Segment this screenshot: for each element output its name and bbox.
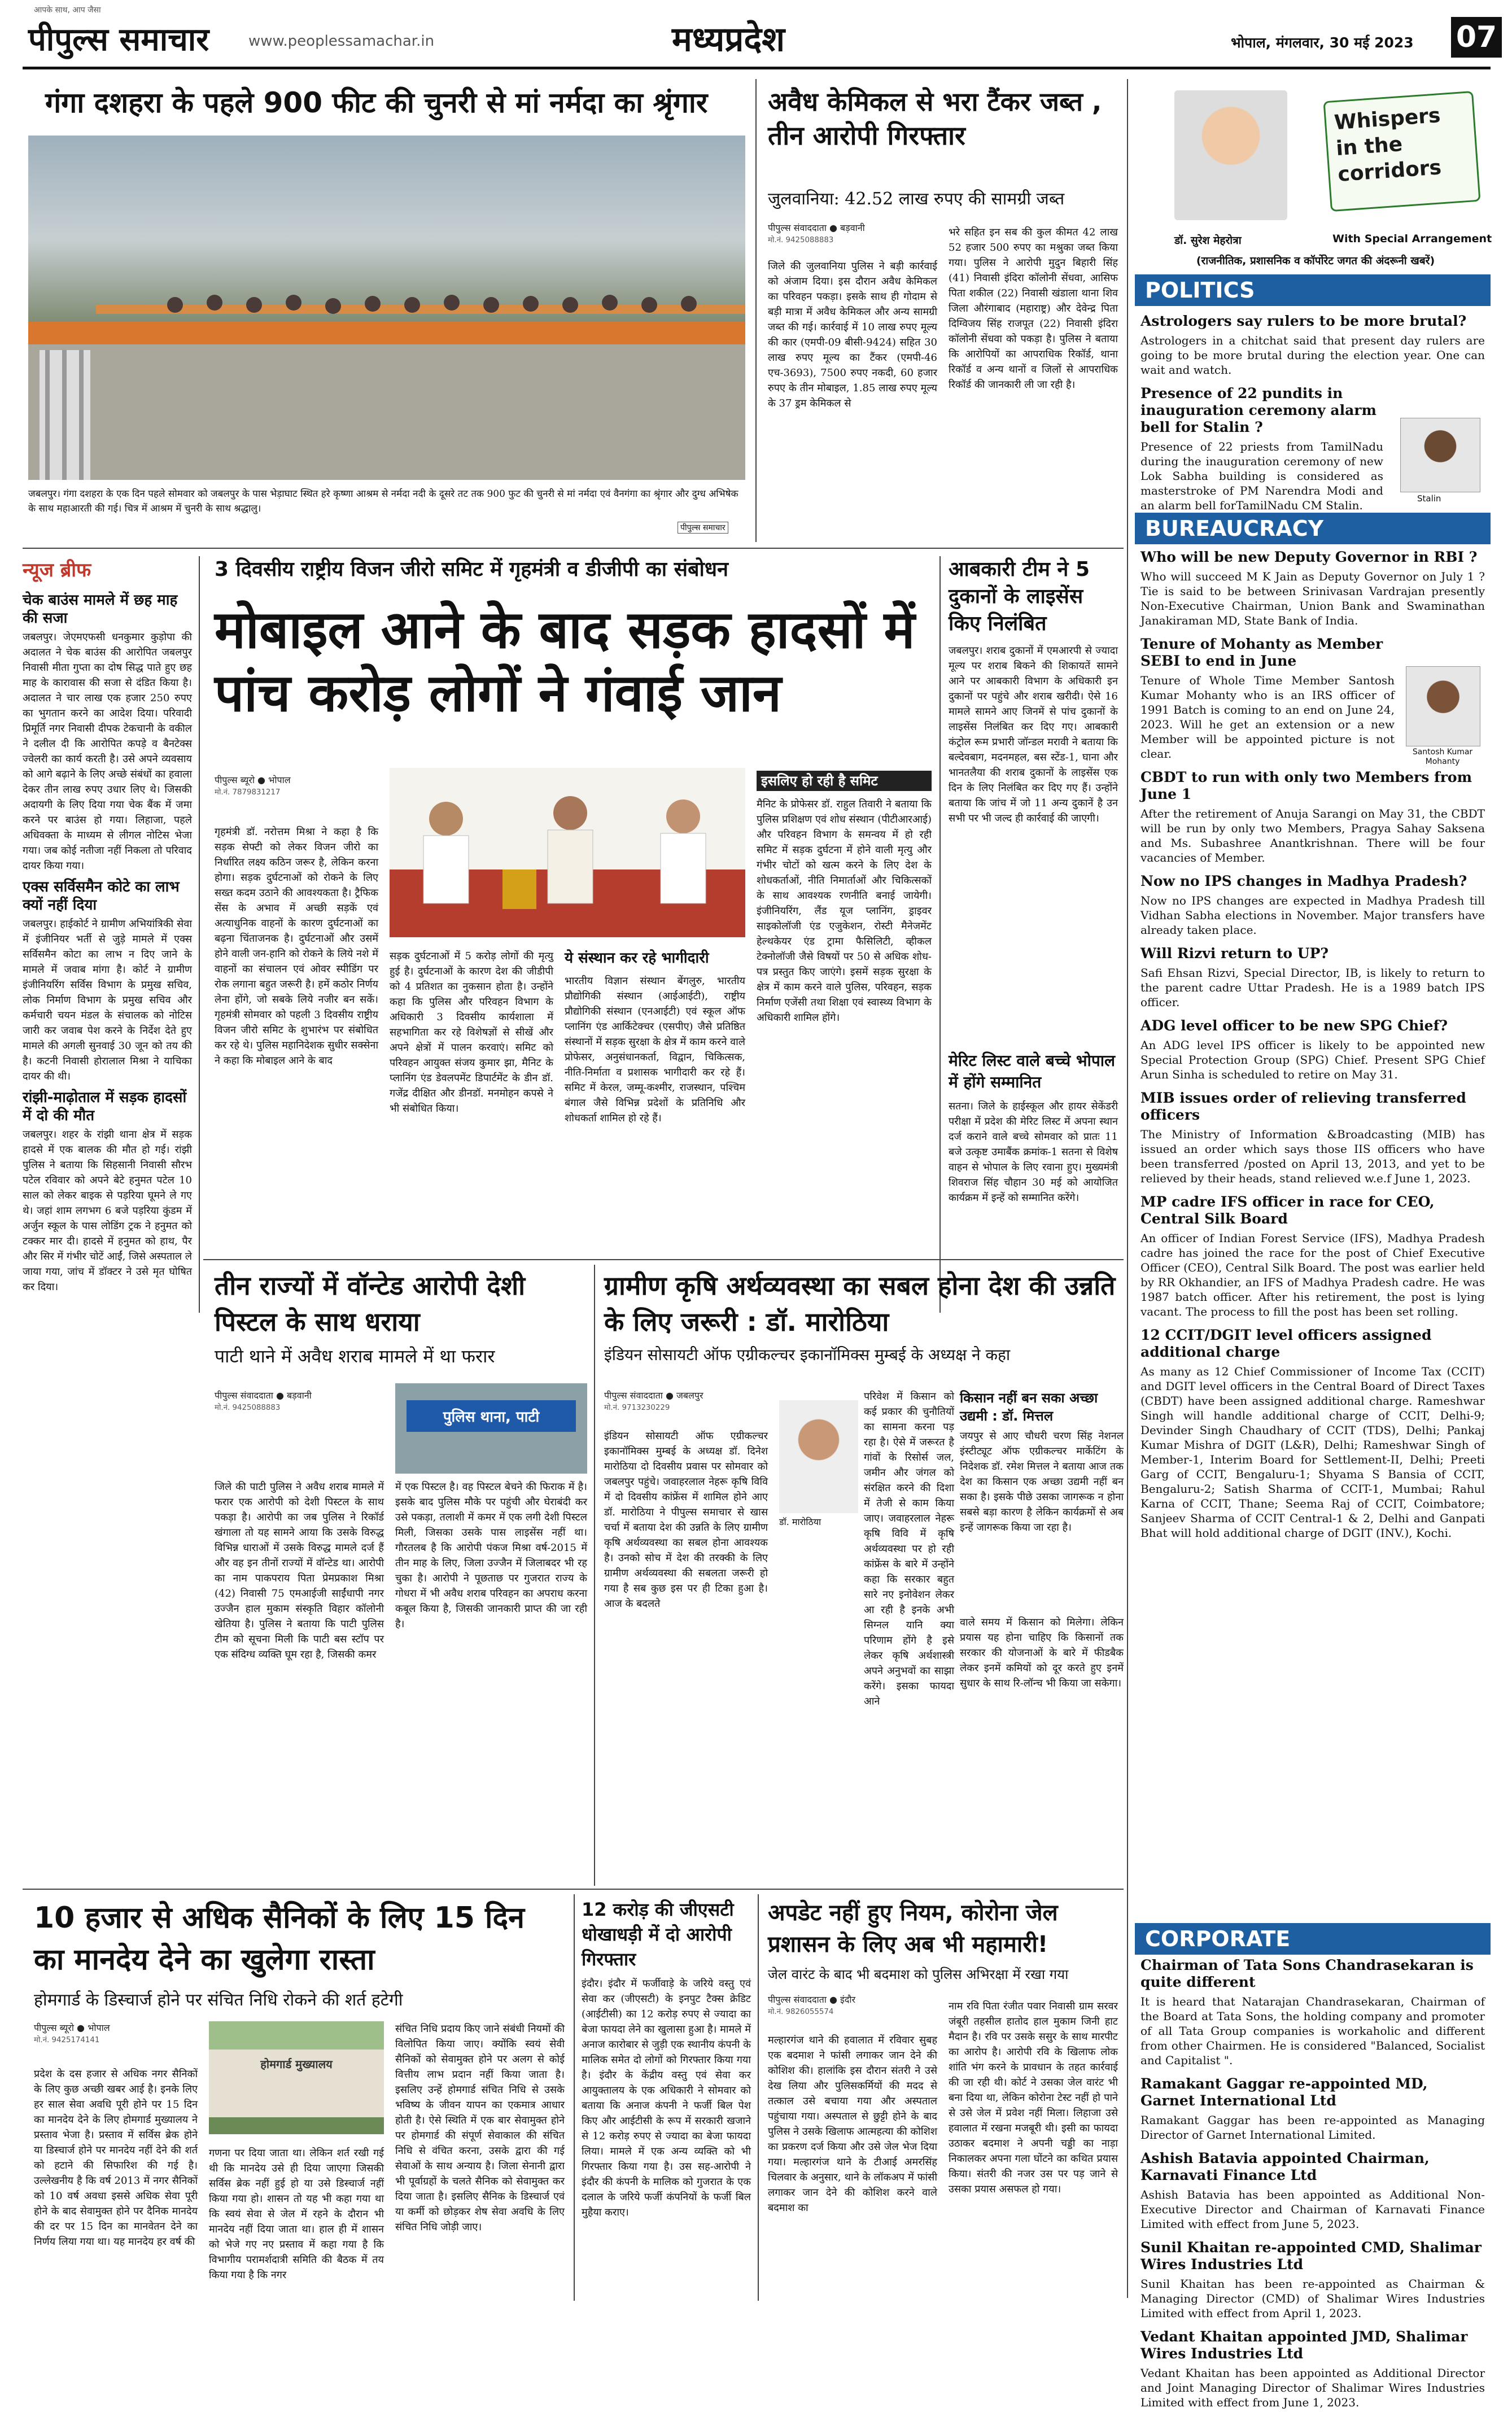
tanker-col-1: जिले की जुलवानिया पुलिस ने बड़ी कार्रवाई को अंजाम दिया। इस दौरान अवैध केमिकल का परिवहन पकड़ा। इसके साथ ही गोदाम से बड़ी मात्रा में अवैध केमिकल और अन्य सामग्री जब्त की गई। कार्रवाई में 10 लाख रुपए मूल्य की कार (एमपी-09 बीसी-9424) सहित 30 लाख रुपए मूल्य का टैंकर (एमपी-46 एच-3693), 7500 रुपए नकदी, 60 हजार रुपए के तीन मोबाइल, 1.85 लाख रुपए मूल्य के 37 ड्रम केमिकल से	[768, 260, 937, 409]
brief-item-headline: एक्स सर्विसमैन कोटे का लाभ क्यों नहीं दिया	[23, 879, 180, 914]
corporate-item-headline: Chairman of Tata Sons Chandrasekaran is quite different	[1140, 1957, 1474, 1990]
corporate-item-body: Vedant Khaitan has been appointed as Additional Director and Joint Managing Director of Shalimar Wires Industries Limited with effect from June 1, 2023.	[1140, 2366, 1485, 2409]
vision-byline-place: भोपाल	[268, 775, 291, 785]
summit-dignitaries-photo	[390, 768, 745, 937]
brief-item	[23, 591, 192, 873]
vision-byline-name: पीपुल्स ब्यूरो	[215, 775, 255, 785]
bureaucracy-item-body: Who will succeed M K Jain as Deputy Governor on July 1 ? Tie is said to be between Srinivasan Vardrajan presently Non-Executive Chairman, Union Bank and Swaminathan Janakiraman MD, State Bank of India.	[1140, 570, 1485, 627]
bureaucracy-item-headline: MP cadre IFS officer in race for CEO, Central Silk Board	[1140, 1194, 1435, 1227]
narmada-chunri-photo	[28, 136, 745, 480]
divider	[1127, 79, 1128, 2298]
jail-col-1: मल्हारगंज थाने की हवालात में रविवार सुबह एक बदमाश ने फांसी लगाकर जान देने की कोशिश की। हालांकि इस दौरान संतरी ने उसे देख लिया और पुलिसकर्मियों की मदद से तत्काल उसे बचाया गया और अस्पताल पहुंचाया गया। अस्पताल से छुट्टी होने के बाद पुलिस ने उसके खिलाफ आत्महत्या की कोशिश का प्रकरण दर्ज किया और उसे जेल भेज दिया गया। मल्हारगंज थाने के टीआई अमरसिंह चिलवार के अनुसार, थाने के लॉकअप में फांसी लगाकर जान देने की कोशिश करने वाले बदमाश का	[768, 2034, 937, 2214]
brief-item	[23, 878, 192, 1084]
paper-name: पीपुल्स समाचार	[28, 21, 209, 58]
jail-byline: पीपुल्स संवाददाता ● इंदौर मो.नं. 9826055574	[768, 1994, 856, 2016]
masthead-rule	[23, 67, 1491, 69]
police-station-photo	[395, 1383, 587, 1474]
corporate-item-headline: Vedant Khaitan appointed JMD, Shalimar Wires Industries Ltd	[1140, 2328, 1468, 2362]
corporate-item-headline: Ramakant Gaggar re-appointed MD, Garnet International Ltd	[1140, 2075, 1428, 2109]
divider	[758, 1894, 759, 2301]
bureaucracy-item-headline: Who will be new Deputy Governor in RBI ?	[1140, 549, 1478, 565]
jail-subhead: जेल वारंट के बाद भी बदमाश को पुलिस अभिरक्षा में रखा गया	[768, 1967, 1069, 1982]
bureaucracy-item-body: The Ministry of Information &Broadcasting (MIB) has issued an order which says those IIS officers who have been transferred /posted on April 13, 2013, and yet to be relieved by their heads, stand relieved w.e.f June 1, 2023.	[1140, 1128, 1485, 1185]
tanker-byline: पीपुल्स संवाददाता ● बड़वानी मो.नं. 9425088883	[768, 222, 865, 244]
whispers-author: डॉ. सुरेश मेहरोत्रा	[1174, 234, 1242, 247]
agri-subhead: इंडियन सोसायटी ऑफ एग्रीकल्चर इकानॉमिक्स मुम्बई के अध्यक्ष ने कहा	[604, 1345, 1011, 1364]
vision-photo	[390, 768, 745, 937]
bureaucracy-item	[1140, 769, 1485, 865]
why-summit-heading: इसलिए हो रही है समिट	[757, 771, 932, 791]
tanker-subhead: जुलवानिया: 42.52 लाख रुपए की सामग्री जब्त	[768, 189, 1065, 209]
pistol-subhead: पाटी थाने में अवैध शराब मामले में था फरार	[215, 1345, 495, 1367]
news-brief	[23, 556, 192, 1894]
corporate-list	[1140, 1949, 1485, 2412]
homeguard-col-1: प्रदेश के दस हजार से अधिक नगर सैनिकों के लिए कुछ अच्छी खबर आई है। इनके लिए हर साल सेवा अवधि पूरी होने पर 15 दिन का मानदेय देने के लिए होमगार्ड मुख्यालय ने प्रस्ताव भेजा है। प्रस्ताव में सर्विस ब्रेक होने या डिस्चार्ज होने पर मानदेय नहीं देने की शर्त को हटाने की सिफारिश की गई है। उल्लेखनीय है कि वर्ष 2013 में नगर सैनिकों को 10 वर्ष अवधा इससे अधिक सेवा पूरी होने के बाद सेवामुक्त होने पर दैनिक मानदेय की दर पर 15 दिन का मानवेतन देने का निर्णय लिया गया था। यह मानदेय हर वर्ष की	[34, 2068, 198, 2248]
mittal-box	[960, 1389, 1124, 1615]
why-summit-box	[757, 771, 932, 1288]
bureaucracy-item-body: After the retirement of Anuja Sarangi on May 31, the CBDT will be run by only two Members, Pragya Sahay Saksena and Ms. Subashree Anantkrishnan. There will be four vacancies of Member.	[1140, 807, 1485, 864]
divider	[23, 548, 1124, 549]
politics-item-body: Astrologers in a chitchat said that present day rulers are going to be more brutal during the election year. One can wait and watch.	[1140, 334, 1485, 377]
partners-body: भारतीय विज्ञान संस्थान बेंगलुरु, भारतीय प्रौद्योगिकी संस्थान (आईआईटी), राष्ट्रीय प्रौद्योगिकी संस्थान (एनआईटी) एवं स्कूल ऑफ प्लानिंग एंड आर्किटेक्चर (एसपीए) जैसे प्रतिष्ठित संस्थानों में सड़क सुरक्षा के क्षेत्र में काम करने वाले प्रोफेसर, अनुसंधानकर्ता, विद्वान, चिकित्सक, नीति-निर्माता व प्रशासक भागीदारी कर रहे हैं। समिट में केरल, जम्मू-कश्मीर, राजस्थान, पश्चिम बंगाल जैसे विभिन्न प्रदेशों के प्रतिनिधि और शोधकर्ता शामिल हो रहे हैं।	[565, 975, 745, 1124]
merit-story	[949, 1050, 1118, 1302]
gst-headline: 12 करोड़ की जीएसटी धोखाधड़ी में दो आरोपी गिरफ्तार	[582, 1899, 734, 1970]
politics-item-headline: Astrologers say rulers to be more brutal?	[1140, 313, 1467, 329]
mittal-box-body: जयपुर से आए चौधरी चरण सिंह नेशनल इंस्टीट्यूट ऑफ एग्रीकल्चर मार्केटिंग के निदेशक डॉ. रमेश मित्तल ने बताया आज तक देश का किसान एक अच्छा उद्यमी नहीं बन सका है। इसके पीछे उसका जागरूक न होना सबसे बड़ा कारण है लेकिन कार्यक्रमों से अब इन्हें जागरूक किया जा रहा है।	[960, 1430, 1124, 1533]
jail-byline-place: इंदौर	[840, 1994, 856, 2005]
merit-body: सतना। जिले के हाईस्कूल और हायर सेकेंडरी परीक्षा में प्रदेश की मेरिट लिस्ट में अपना स्थान दर्ज कराने वाले बच्चे सोमवार को प्रातः 11 बजे उत्कृष्ट उमाबैंक क्रमांक-1 सतना से विशेष वाहन से भोपाल के लिए रवाना हुए। मुख्यमंत्री शिवराज सिंह चौहान 30 मई को आयोजित कार्यक्रम में इन्हें को सम्मानित करेंगे।	[949, 1100, 1118, 1204]
lead-headline: गंगा दशहरा के पहले 900 फीट की चुनरी से मां नर्मदा का श्रृंगार	[45, 86, 708, 119]
section-name: मध्यप्रदेश	[672, 20, 785, 59]
homeguard-headline: 10 हजार से अधिक सैनिकों के लिए 15 दिन का मानदेय देने का खुलेगा रास्ता	[34, 1901, 525, 1977]
divider	[939, 556, 941, 1313]
divider	[199, 556, 200, 1313]
lead-photo	[28, 136, 745, 480]
corporate-item-body: It is heard that Natarajan Chandrasekaran, Chairman of the Board at Tata Sons, the holding company and promoter of all Tata Group companies is workaholic and different from other Chairmen. He is considered "Balanced, Socialist and Capitalist ".	[1140, 1995, 1485, 2067]
corporate-header: CORPORATE	[1135, 1923, 1491, 1955]
partners-box	[565, 949, 745, 1290]
brief-item-body: जबलपुर। शहर के रांझी थाना क्षेत्र में सड़क हादसे में एक बालक की मौत हो गई। रांझी पुलिस ने बताया कि सिहसानी निवासी सौरभ पटेल रविवार को अपने बेटे हनुमत पटेल 10 साल को लेकर बाइक से पड़रिया घूमने ले गए थे। जहां शाम लगभग 6 बजे पड़रिया कुंडम में अर्जुन स्कूल के पास लोडिंग ट्रक ने हनुमत को टक्कर मार दी। हादसे में हनुमत को हाथ, पैर और सिर में गंभीर चोटें आईं, जिसे अस्पताल ले जाया गया, जांच में डॉक्टर ने उसे मृत घोषित कर दिया।	[23, 1129, 192, 1293]
jail-byline-mobile: मो.नं. 9826055574	[768, 2008, 834, 2016]
agri-col-3: वाले समय में किसान को मिलेगा। लेकिन प्रयास यह होना चाहिए कि किसानों तक सरकार की योजनाओं के बारे में फीडबैक लेकर इनमें कमियों को दूर करते हुए इनमें सुधार के साथ रि-लॉन्च भी किया जा सकेगा।	[960, 1616, 1124, 1689]
divider	[594, 1265, 595, 1886]
corporate-item	[1140, 2328, 1485, 2410]
whispers-logo	[1323, 91, 1480, 212]
whispers-title: Whispers in the corridors	[1333, 104, 1443, 186]
whispers-arrangement: With Special Arrangement	[1332, 233, 1492, 245]
lead-photo-credit: पीपुल्स समाचार	[678, 522, 728, 534]
pistol-headline: तीन राज्यों में वॉन्टेड आरोपी देशी पिस्टल के साथ धराया	[215, 1270, 526, 1337]
brief-item-body: जबलपुर। जेएमएफसी धनकुमार कुड़ोपा की अदालत ने चेक बाउंस की आरोपित जबलपुर निवासी मीता गुप्ता का दोष सिद्ध पाते हुए छह माह के कारावास की सजा से दंडित किया है। अदालत ने चार लाख एक हजार 250 रुपए का भुगतान करने का आदेश दिया। परिवादी प्रिमूर्ति नगर निवासी दीपक टेकचानी के वकील ने दलील दी कि आरोपित कपड़े व बैनटेक्स ज्वेलरी का कार्य करती है। उसे अपने व्यवसाय को आगे बढ़ाने के लिए अच्छे संबंधों का हवाला देकर तीन लाख रुपए उधार लिए थे। जिसकी अदायगी के लिए दिया गया चेक बैंक में जमा करने पर बाउंस हो गया। लिहाजा, पहले अधिवक्ता के माध्यम से लीगल नोटिस भेजा गया। जब कोई नतीजा नहीं निकला तो परिवाद दायर किया गया।	[23, 631, 192, 872]
bureaucracy-item	[1140, 1194, 1485, 1319]
corporate-item-headline: Sunil Khaitan re-appointed CMD, Shalimar Wires Industries Ltd	[1140, 2239, 1482, 2273]
agri-byline-place: जबलपुर	[676, 1390, 703, 1401]
homeguard-subhead: होमगार्ड के डिस्चार्ज होने पर संचित निधि रोकने की शर्त हटेगी	[34, 1990, 403, 2010]
police-station-sign: पुलिस थाना, पाटी	[407, 1400, 576, 1432]
homeguard-byline: पीपुल्स ब्यूरो ● भोपाल मो.नं. 9425174141	[34, 2022, 110, 2044]
brief-item	[23, 1089, 192, 1295]
agri-byline-name: पीपुल्स संवाददाता	[604, 1390, 663, 1401]
bureaucracy-item	[1140, 636, 1395, 761]
pistol-col-2: में एक पिस्टल है। वह पिस्टल बेचने की फिराक में है। इसके बाद पुलिस मौके पर पहुंची और घेराबंदी कर उसे पकड़ा, तलाशी में कमर में एक लगी देशी पिस्टल मिली, जिसका उसके पास लाइसेंस नहीं था। गौरतलब है कि आरोपी पंकज मिश्रा वर्ष-2015 में तीन माह के लिए, जिला उज्जैन में जिलाबदर भी रह चुका है। आरोपी ने पूछताछ पर गुजरात राज्य के गोधरा में भी अवैध शराब परिवहन का अपराध करना कबूल किया है, जिसकी जानकारी प्राप्त की जा रही है।	[395, 1481, 587, 1630]
bureaucracy-item-headline: 12 CCIT/DGIT level officers assigned additional charge	[1140, 1327, 1432, 1360]
pistol-byline-mobile: मो.नं. 9425088883	[215, 1404, 281, 1412]
stalin-photo	[1400, 418, 1480, 492]
why-summit-body: मैनिट के प्रोफेसर डॉ. राहुल तिवारी ने बताया कि पुलिस प्रशिक्षण एवं शोध संस्थान (पीटीआरआई) और परिवहन विभाग के समन्वय में हो रही समिट में सड़क दुर्घटना में होने वाली मृत्यु और गंभीर चोटों को खत्म करने के लिए देश के शोधकर्ताओं, नीति निमार्ताओं और चिकित्सकों के साथ आवश्यक रणनीति बनाई जायेगी। इंजीनियरिंग, लैंड यूज प्लानिंग, ड्राइवर साइकोलॉजी एंड एजुकेशन, रोस्टी मैनेजमेंट हेल्थकेयर एंड ट्रामा फैसिलिटी, व्हीकल टेक्नोलॉजी जैसे विषयों पर 50 से अधिक शोध-पत्र प्रस्तुत किए जाएंगे। इसमें सड़क सुरक्षा के क्षेत्र में काम करने वाले पुलिस, परिवहन, सड़क निर्माण एजेंसी तथा शिक्षा एवं स्वास्थ्य विभाग के अधिकारी शामिल होंगे।	[757, 798, 932, 1024]
tanker-byline-mobile: मो.नं. 9425088883	[768, 236, 834, 244]
author-photo	[1174, 90, 1287, 220]
excise-story	[949, 556, 1118, 1050]
gst-story	[582, 1897, 751, 2287]
homeguard-building-photo	[209, 2021, 384, 2134]
homeguard-col-2: गणना पर दिया जाता था। लेकिन शर्त रखी गई थी कि मानदेय उसे ही दिया जाएगा जिसकी सर्विस ब्रेक नहीं हुई हो या उसे डिस्चार्ज नहीं किया गया हो। शासन तो यह भी कहा गया था कि स्वयं सेवा से जेल में रहने के दौरान भी मानदेय नहीं दिया जाता था। हाल ही में शासन को भेजे गए नए प्रस्ताव में कहा गया है कि विभागीय परामर्शदात्री समिति की बैठक में तय किया गया है कि नगर	[209, 2147, 384, 2281]
whispers-tagline: (राजनीतिक, प्रशासनिक व कॉर्पोरेट जगत की अंदरूनी खबरें)	[1196, 255, 1435, 267]
corporate-item-body: Ramakant Gaggar has been re-appointed as Managing Director of Garnet International Limited.	[1140, 2113, 1485, 2142]
maroothia-label: डॉ. मारोठिया	[779, 1517, 821, 1527]
bureaucracy-item-body: An ADG level IPS officer is likely to be appointed new Special Protection Group (SPG) Chief. Present SPG Chief Arun Sinha is scheduled to retire on May 31.	[1140, 1038, 1485, 1081]
bureaucracy-item-headline: ADG level officer to be new SPG Chief?	[1140, 1017, 1448, 1034]
excise-body: जबलपुर। शराब दुकानों में एमआरपी से ज्यादा मूल्य पर शराब बिकने की शिकायतें सामने आने पर आबकारी विभाग के अधिकारी इन दुकानों पर पहुंचे और शराब खरीदी। ऐसे 16 मामले सामने आए जिनमें से पांच दुकानों के लाइसेंस निलंबित कर दिए गए। आबकारी कंट्रोल रूम प्रभारी जॉन्डल मरावी ने बताया कि बल्देवबाग, मदनमहल, बस स्टेंड-1, घाना और भानतलैया की शराब दुकानों के लाइसेंस एक दिन के लिए निलंबित कर दिए गए हैं। उन्होंने बताया कि जांच में जो 11 अन्य दुकानें है उन सभी पर भी जल्द ही कार्रवाई की जाएगी।	[949, 645, 1118, 824]
bureaucracy-item	[1140, 1327, 1485, 1540]
agri-col-1: इंडियन सोसायटी ऑफ एग्रीकल्चर इकानॉमिक्स मुम्बई के अध्यक्ष डॉ. दिनेश मारोठिया दो दिवसीय प्रवास पर सोमवार को जबलपुर पहुंचे। जवाहरलाल नेहरू कृषि विवि में दो दिवसीय कांफ्रेंस में शामिल होने आए डॉ. मारोठिया ने पीपुल्स समाचार से खास चर्चा में बताया देश की उन्नति के लिए ग्रामीण कृषि अर्थव्यवस्था का सबल होना आवश्यक है। उनको सोच में देश की तरक्की के लिए ग्रामीण अर्थव्यवस्था की सबलता जरूरी हो गया है सब कुछ इस पर ही टिका हुआ है। आज के बदलते	[604, 1430, 768, 1610]
divider	[203, 1259, 1124, 1260]
merit-headline: मेरिट लिस्ट वाले बच्चे भोपाल में होंगे सम्मानित	[949, 1051, 1115, 1091]
maroothia-photo	[779, 1400, 858, 1513]
lead-caption: जबलपुर। गंगा दशहरा के एक दिन पहले सोमवार को जबलपुर के पास भेड़ाघाट स्थित हरे कृष्णा आश्रम से नर्मदा नदी के दूसरे तट तक 900 फुट की चुनरी से मां नर्मदा एवं वैनगंगा का श्रृंगार और दुग्ध अभिषेक के साथ महाआरती की गई। चित्र में आश्रम में चुनरी के साथ श्रद्धालु।	[28, 488, 738, 514]
vision-byline-mobile: मो.नं. 7879831217	[215, 788, 281, 797]
bureaucracy-item	[1140, 1090, 1485, 1186]
excise-headline: आबकारी टीम ने 5 दुकानों के लाइसेंस किए निलंबित	[949, 558, 1090, 635]
corporate-item	[1140, 1957, 1485, 2068]
page-number: 07	[1451, 17, 1502, 58]
bureaucracy-item-body: Now no IPS changes are expected in Madhya Pradesh till Vidhan Sabha elections in November. Major transfers have already taken place.	[1140, 894, 1485, 937]
homeguard-byline-place: भोपाल	[88, 2022, 110, 2033]
vision-col-1: गृहमंत्री डॉ. नरोत्तम मिश्रा ने कहा है कि सड़क सेफ्टी को लेकर विजन जीरो का निर्धारित लक्ष्य कठिन जरूर है, लेकिन करना होगा। सड़क दुर्घटनाओं को रोकने के लिए सख्त कदम उठाने की आवश्यकता है। ट्रैफिक सेंस के अभाव में अच्छी सड़कें एवं अत्याधुनिक वाहनों के कारण दुर्घटनाओं का बढ़ना चिंताजनक है। दुर्घटनाओं और उसमें होने वाली जन-हानि को रोकने के लिये नशे में वाहनों का संचालन एवं ओवर स्पीडिंग पर रोक लगाना बहुत जरूरी है। हमें कठोर निर्णय लेना होंगे, जो सबके लिये नजीर बन सकें। गृहमंत्री सोमवार को पहली 3 दिवसीय राष्ट्रीय विजन जीरो समिट के शुभारंभ पर संबोधित कर रहे थे। पुलिस महानिदेशक सुधीर सक्सेना ने कहा कि मोबाइल आने के बाद	[215, 826, 378, 1067]
corporate-item-body: Sunil Khaitan has been re-appointed as Chairman & Managing Director (CMD) of Shalimar Wires Industries Limited with effect from April 1, 2023.	[1140, 2277, 1485, 2320]
vision-headline: मोबाइल आने के बाद सड़क हादसों में पांच करोड़ लोगों ने गंवाई जान	[215, 600, 915, 723]
bureaucracy-item-headline: CBDT to run with only two Members from June 1	[1140, 769, 1472, 802]
brief-item-headline: चेक बाउंस मामले में छह माह की सजा	[23, 592, 178, 627]
pistol-byline: पीपुल्स संवाददाता ● बड़वानी मो.नं. 9425088883	[215, 1390, 312, 1412]
divider	[574, 1894, 575, 2301]
bureaucracy-item-headline: Now no IPS changes in Madhya Pradesh?	[1140, 873, 1467, 889]
vision-kicker: 3 दिवसीय राष्ट्रीय विजन जीरो समिट में गृहमंत्री व डीजीपी का संबोधन	[215, 558, 728, 581]
bureaucracy-item-body: As many as 12 Chief Commissioner of Income Tax (CCIT) and DGIT level officers in the Central Board of Direct Taxes (CBDT) have been assigned additional charge. Rameshwar Singh will handle additional charge of CCIT, Delhi-9; Devinder Singh Chaudhary of CCIT (TDS), Delhi; Pankaj Kumar Mishra of DGIT (L&R), Delhi; Rameshwar Singh of Member-1, Interim Board for Settlement-II, Delhi; Preeti Garg of CCIT, Bengaluru-1; Shyama S Bansia of CCIT, Bengaluru-2; Satish Sharma of CCIT-1, Mumbai; Rahul Karna of CCIT, Thane; Seema Raj of CCIT, Coimbatore; Sanjeev Sharma of CCIT Central-1 & 2, Delhi and Ganpati Bhat will hold additional charge of DGIT (INV.), Kochi.	[1140, 1365, 1485, 1540]
agri-headline: ग्रामीण कृषि अर्थव्यवस्था का सबल होना देश की उन्नति के लिए जरूरी : डॉ. मारोठिया	[604, 1270, 1116, 1337]
corporate-item-headline: Ashish Batavia appointed Chairman, Karnavati Finance Ltd	[1140, 2150, 1430, 2183]
jail-headline: अपडेट नहीं हुए नियम, कोरोना जेल प्रशासन के लिए अब भी महामारी!	[768, 1900, 1058, 1957]
bureaucracy-item-body: Tenure of Whole Time Member Santosh Kumar Mohanty who is an IRS officer of 1991 Batch is coming to an end on June 24, 2023. Will he get an extension or a new Member will be appointed picture is not clear.	[1140, 674, 1395, 761]
gst-body: इंदौर। इंदौर में फर्जीवाड़े के जरिये वस्तु एवं सेवा कर (जीएसटी) के इनपुट टैक्स क्रेडिट (आईटीसी) का 12 करोड़ रुपए से ज्यादा का बेजा फायदा लेने का खुलासा हुआ है। मामले में अनाज कारोबार से जुड़ी एक स्थानीय कंपनी के मालिक समेत दो लोगों को गिरफ्तार किया गया है। इंदौर के केंद्रीय वस्तु एवं सेवा कर आयुक्तालय के एक अधिकारी ने सोमवार को बताया कि अनाज कंपनी ने फर्जी बिल पेश किए और आईटीसी के रूप में सरकारी खजाने से 12 करोड़ रुपए से ज्यादा का बेजा फायदा लिया। मामले में एक अन्य व्यक्ति को भी गिरफ्तार किया गया है। उस सह-आरोपी ने इंदौर की कंपनी के मालिक को गुजरात के एक दलाल के जरिये फर्जी कंपनियों के फर्जी बिल मुहैया कराए।	[582, 1978, 751, 2218]
whispers-column	[1135, 85, 1496, 2409]
news-brief-label: न्यूज ब्रीफ	[23, 559, 91, 582]
partners-heading: ये संस्थान कर रहे भागीदारी	[565, 950, 709, 967]
tanker-col-2: भरे सहित इन सब की कुल कीमत 42 लाख 52 हजार 500 रुपए का मश्रुका जब्त किया गया। पुलिस ने आरोपी मुदुन बिहारी सिंह (41) निवासी इंदिरा कॉलोनी सेंधवा, आसिफ पिता शकील (22) निवासी खंडाला थाना शिव जिला औरंगाबाद (महाराष्ट्र) और देवेन्द्र पिता दिग्विजय सिंह राजपूत (22) निवासी इंदिरा कॉलोनी सेंधवा को पकड़ा है। पुलिस ने बताया कि आरोपियों का आपराधिक रिकॉर्ड, थाना रिकॉर्ड व अन्य थानों व जिलों से आपराधिक रिकॉर्ड की जानकारी ली जा रही है।	[949, 226, 1118, 391]
jail-byline-name: पीपुल्स संवाददाता	[768, 1994, 827, 2005]
brief-item-headline: रांझी-माढ़ोताल में सड़क हादसों में दो की मौत	[23, 1089, 187, 1124]
jail-col-2: नाम रवि पिता रंजीत पवार निवासी ग्राम सरवर जंबूरी तहसील हातोद हाल मुकाम जिनी हाट मैदान है। रवि पर उसके ससुर के साथ मारपीट का आरोप है। आरोपी रवि के खिलाफ लोक शांति भंग करने के प्रावधान के तहत कार्रवाई की जा रही थी। कोर्ट ने उसका जेल वारंट भी बना दिया था, लेकिन कोरोना टेस्ट नहीं हो पाने से उसे जेल में प्रवेश नहीं मिला। लिहाजा उसे हवालात में रखना मजबूरी थी। इसी का फायदा उठाकर बदमाश ने अपनी चड्डी का नाड़ा निकालकर अपना गला घोंटने का कथित प्रयास किया। संतरी की नजर उस पर पड़ जाने से उसका प्रयास असफल हो गया।	[949, 2000, 1118, 2195]
agri-byline-mobile: मो.नं. 9713230229	[604, 1404, 670, 1412]
corporate-item-body: Ashish Batavia has been appointed as Additional Non-Executive Director and Chairman of Karnavati Finance Limited with effect from June 5, 2023.	[1140, 2188, 1485, 2231]
mittal-box-heading: किसान नहीं बन सका अच्छा उद्यमी : डॉ. मित्तल	[960, 1390, 1098, 1424]
bureaucracy-item-headline: Tenure of Mohanty as Member SEBI to end in June	[1140, 636, 1383, 669]
mohanty-photo	[1406, 666, 1480, 746]
homeguard-building-label: होमगार्ड मुख्यालय	[260, 2057, 333, 2071]
politics-item	[1140, 385, 1383, 513]
homeguard-col-3: संचित निधि प्रदाय किए जाने संबंधी नियमों की विलोपित किया जाए। क्योंकि स्वयं सेवी सैनिकों को सेवामुक्त होने पर अलग से कोई वित्तीय लाभ प्रदान नहीं किया जाता है। इसलिए उन्हें होमगार्ड संचित निधि से उसके भविष्य के जीवन यापन का एकमात्र आधार होती है। ऐसे स्थिति में एक बार सेवामुक्त होने पर होमगार्ड की संपूर्ण सेवाकाल की संचित निधि से वंचित करना, उसके द्वारा की गई सेवाओं के साथ अन्याय है। जिला सेनानी द्वारा भी पूर्वाग्रहों के चलते सैनिक को सेवामुक्त कर दिया जाता है। इसलिए सैनिक के डिस्चार्ज एवं या कर्मी को छोड़कर शेष सेवा अवधि के लिए संचित निधि जोड़ी जाए।	[395, 2023, 565, 2233]
bureaucracy-item-headline: Will Rizvi return to UP?	[1140, 945, 1329, 962]
bureaucracy-item	[1140, 873, 1485, 937]
masthead	[0, 0, 1512, 68]
homeguard-byline-mobile: मो.नं. 9425174141	[34, 2036, 100, 2044]
bureaucracy-header: BUREAUCRACY	[1135, 513, 1491, 544]
homeguard-byline-name: पीपुल्स ब्यूरो	[34, 2022, 74, 2033]
politics-item-headline: Presence of 22 pundits in inauguration ceremony alarm bell for Stalin ?	[1140, 385, 1376, 435]
dateline: भोपाल, मंगलवार, 30 मई 2023	[1231, 34, 1414, 51]
politics-item	[1140, 313, 1485, 377]
stalin-label: Stalin	[1417, 493, 1441, 504]
agri-col-2: परिवेश में किसान को कई प्रकार की चुनौतियों का सामना करना पड़ रहा है। ऐसे में जरूरत है गांवों के रिसोर्स जल, जमीन और जंगल को संरक्षित करने की दिशा में तेजी से काम किया जाए। जवाहरलाल नेहरू कृषि विवि में कृषि अर्थव्यवस्था पर हो रही कांफ्रेंस के बारे में उन्होंने कहा कि सरकार बहुत सारे नए इनोवेशन लेकर आ रही है इनके अभी सिग्नल यानि क्या परिणाम होंगे है इसे लेकर कृषि अर्थशास्त्री अपने अनुभवों का साझा करेंगे। इसका फायदा आने	[864, 1391, 954, 1707]
pistol-byline-place: बड़वानी	[287, 1390, 312, 1401]
bureaucracy-item	[1140, 1017, 1485, 1082]
brief-item-body: जबलपुर। हाईकोर्ट ने ग्रामीण अभियांत्रिकी सेवा में इंजीनियर भर्ती से जुड़े मामले में एक्स सर्विसमैन कोटा का लाभ न दिए जाने के मामले में जवाब मांगा है। कोर्ट ने ग्रामीण इंजीनियरिंग सर्विस विभाग के प्रमुख सचिव, लोक निर्माण विभाग के प्रमुख सचिव और कर्मचारी चयन मंडल के संचालक को नोटिस जारी कर जवाब पेश करने के निर्देश देते हुए मामले की अगली सुनवाई 30 जून को तय की है। कटनी निवासी होरालाल मिश्रा ने याचिका दायर की थी।	[23, 918, 192, 1082]
divider	[755, 79, 757, 542]
pistol-col-1: जिले की पाटी पुलिस ने अवैध शराब मामले में फरार एक आरोपी को देशी पिस्टल के साथ पकड़ा है। आरोपी का जब पुलिस ने रिकॉर्ड खंगाला तो यह सामने आया कि उसके विरुद्ध विभिन्न धाराओं में उसके विरुद्ध मामले दर्ज हैं और वह इन तीनों राज्यों में वॉन्टेड था। आरोपी का नाम पाकपराय पिता प्रेमप्रकाश मिश्रा (42) निवासी 75 एमआईजी साईंधापी नगर उज्जैन हाल मुकाम संस्कृति विहार कॉलोनी खेतिया है। पुलिस ने बताया कि पाटी पुलिस टीम को सूचना मिली कि पाटी बस स्टॉप पर एक संदिग्ध व्यक्ति घूम रहा है, जिसकी कमर	[215, 1481, 384, 1661]
politics-item-body: Presence of 22 priests from TamilNadu during the inauguration ceremony of new Lok Sabha building is considered as masterstroke of PM Narendra Modi and an alarm bell forTamilNadu CM Stalin.	[1140, 440, 1383, 512]
paper-tag: आपके साथ, आप जैसा	[34, 6, 101, 15]
corporate-item	[1140, 2239, 1485, 2321]
vision-byline: पीपुल्स ब्यूरो ● भोपाल मो.नं. 7879831217	[215, 775, 291, 797]
pistol-byline-name: पीपुल्स संवाददाता	[215, 1390, 273, 1401]
bureaucracy-item	[1140, 549, 1485, 628]
mohanty-label: Santosh Kumar Mohanty	[1412, 748, 1473, 766]
vision-col-2: सड़क दुर्घटनाओं में 5 करोड़ लोगों की मृत्यु हुई है। दुर्घटनाओं के कारण देश की जीडीपी को 4 प्रतिशत का नुकसान होता है। उन्होंने कहा कि पुलिस और परिवहन विभाग के अधिकारी 3 दिवसीय कार्यशाला में सहभागिता कर रहे विशेषज्ञों से सीखें और अपने क्षेत्रों में पालन करवाएं। समिट को परिवहन आयुक्त संजय कुमार झा, मैनिट के प्लानिंग एंड डेवलपमेंट डिपार्टमेंट के डीन डॉ. गजेंद्र दीक्षित और डीनडॉ. मनमोहन कपसे ने भी संबोधित किया।	[390, 950, 553, 1115]
website[interactable]: www.peoplessamachar.in	[248, 33, 435, 50]
corporate-item	[1140, 2075, 1485, 2142]
divider	[23, 1889, 1124, 1890]
bureaucracy-item	[1140, 945, 1485, 1010]
tanker-byline-place: बड़वानी	[840, 222, 865, 233]
tanker-headline: अवैध केमिकल से भरा टैंकर जब्त , तीन आरोपी गिरफ्तार	[768, 86, 1102, 151]
agri-byline: पीपुल्स संवाददाता ● जबलपुर मो.नं. 9713230229	[604, 1390, 703, 1412]
corporate-item	[1140, 2150, 1485, 2231]
politics-header: POLITICS	[1135, 274, 1491, 306]
bureaucracy-item-headline: MIB issues order of relieving transferred officers	[1140, 1090, 1466, 1123]
bureaucracy-item-body: Safi Ehsan Rizvi, Special Director, IB, is likely to return to the parent cadre Uttar Pradesh. He is a 1989 batch IPS officer.	[1140, 966, 1485, 1009]
bureaucracy-item-body: An officer of Indian Forest Service (IFS), Madhya Pradesh cadre has joined the race for the post of Chief Executive Officer (CEO), Central Silk Board. The post was earlier held by RR Okhandier, an IFS of Madhya Pradesh cadre. He was 1987 batch officer. After his retirement, the post is lying vacant. The process to fill the post has been set rolling.	[1140, 1231, 1485, 1318]
tanker-byline-name: पीपुल्स संवाददाता	[768, 222, 827, 233]
